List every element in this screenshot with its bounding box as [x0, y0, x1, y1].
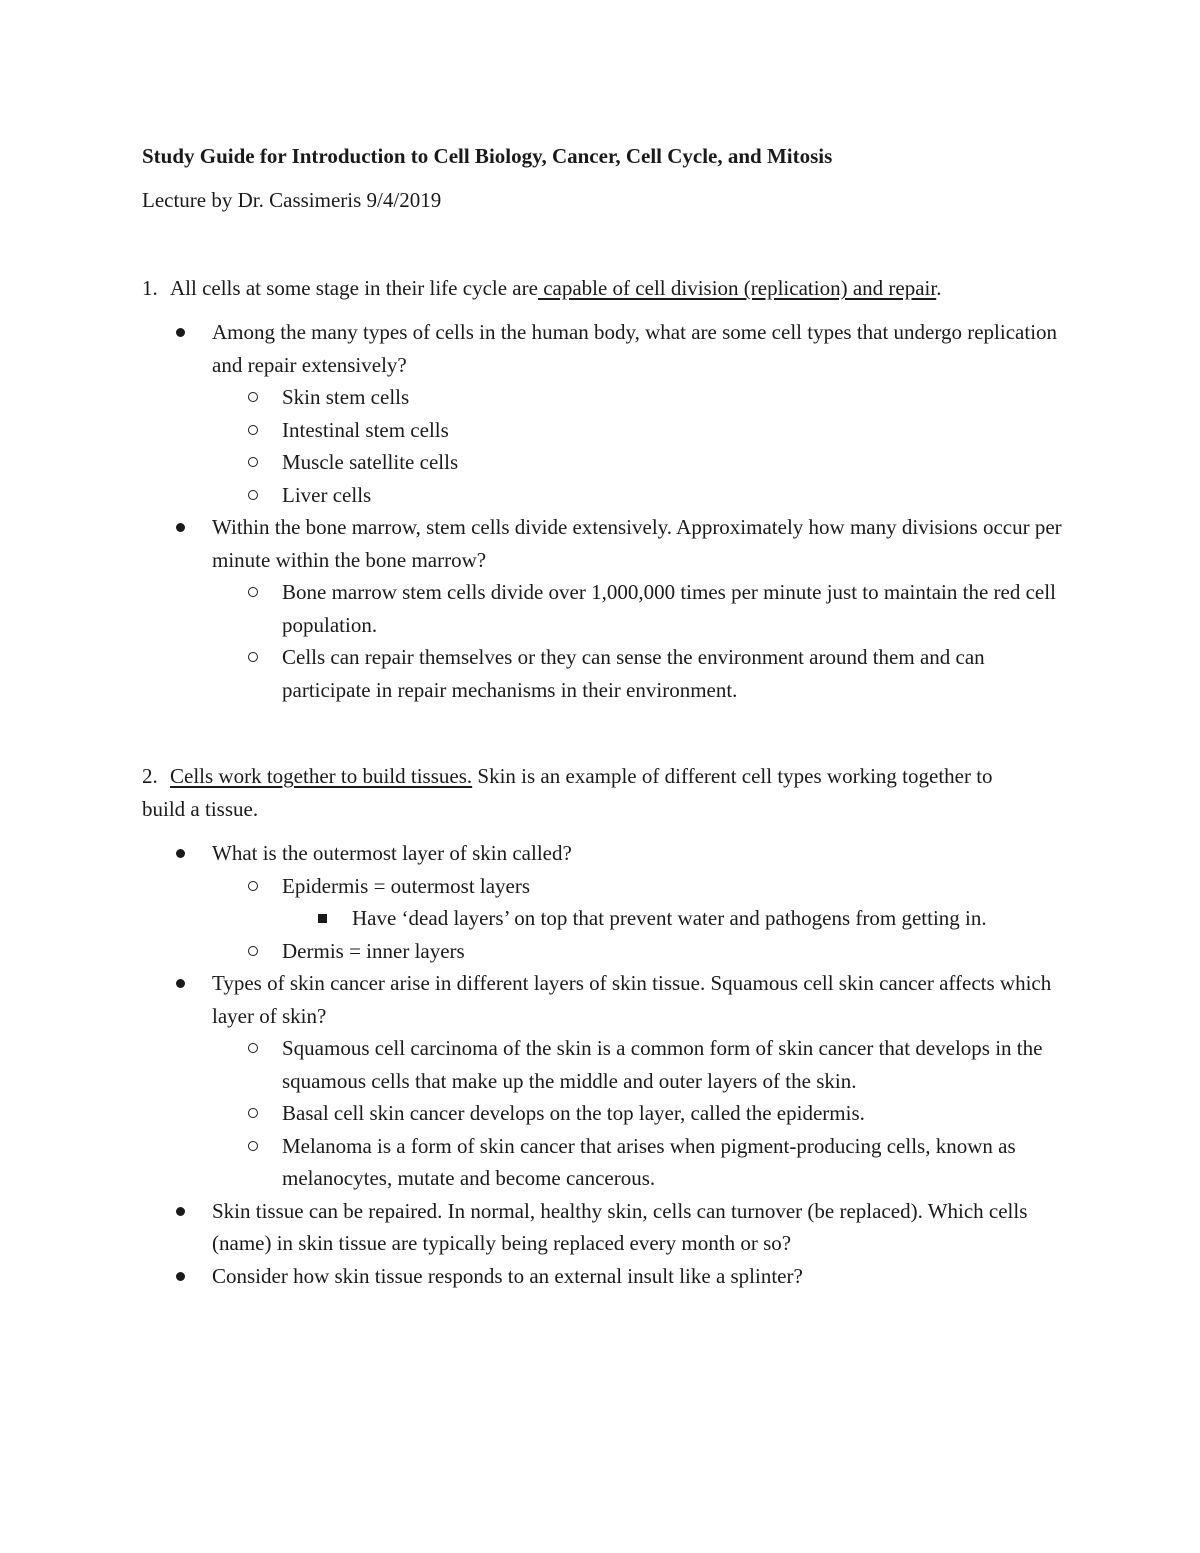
bullet-disc-icon: [176, 1272, 185, 1281]
section-2-underlined: Cells work together to build tissues.: [170, 764, 473, 788]
list-item-text: Skin stem cells: [282, 385, 410, 409]
section-1-tail: .: [936, 276, 942, 300]
list-item-text: Muscle satellite cells: [282, 450, 459, 474]
document-subtitle: Lecture by Dr. Cassimeris 9/4/2019: [142, 188, 442, 212]
list-item: [0, 381, 1062, 414]
document-title: Study Guide for Introduction to Cell Biology, Cancer, Cell Cycle, and Mitosis: [142, 144, 833, 168]
list-item: [0, 1130, 1062, 1195]
section-2-heading: [142, 760, 1022, 825]
list-item: [0, 479, 1062, 512]
section-1-list: [0, 316, 1200, 706]
bullet-circle-icon: [248, 392, 258, 402]
bullet-circle-icon: [248, 1141, 258, 1151]
bullet-square-icon: [318, 914, 327, 923]
bullet-disc-icon: [176, 523, 185, 532]
list-item-text: Basal cell skin cancer develops on the top layer, called the epidermis.: [282, 1101, 865, 1125]
list-item: [0, 935, 1062, 968]
section-2-tail: Skin is an example of different cell types working together to build a tissue.: [142, 764, 993, 821]
list-item: [0, 316, 1062, 381]
list-item: [0, 414, 1062, 447]
list-item: [0, 1260, 1062, 1293]
bullet-circle-icon: [248, 587, 258, 597]
section-2-number: 2.: [142, 764, 158, 788]
list-item: [0, 1195, 1062, 1260]
list-item-text: What is the outermost layer of skin called?: [212, 841, 572, 865]
bullet-circle-icon: [248, 1043, 258, 1053]
list-item-text: Among the many types of cells in the human body, what are some cell types that undergo replication and repair extensively?: [212, 320, 1058, 377]
bullet-circle-icon: [248, 946, 258, 956]
bullet-circle-icon: [248, 1108, 258, 1118]
list-item: [0, 446, 1062, 479]
bullet-disc-icon: [176, 328, 185, 337]
section-2-list: [0, 837, 1200, 1292]
bullet-circle-icon: [248, 490, 258, 500]
bullet-circle-icon: [248, 881, 258, 891]
section-1-underlined: capable of cell division (replication) and repair: [537, 276, 937, 300]
list-item: [0, 967, 1062, 1032]
list-item-text: Liver cells: [282, 482, 372, 507]
bullet-circle-icon: [248, 425, 258, 435]
list-item: [0, 511, 1062, 576]
list-item: [0, 1032, 1062, 1097]
section-1-heading: [142, 272, 1042, 305]
list-item-text: Melanoma is a form of skin cancer that arises when pigment-producing cells, known as melanocytes, mutate and become cancerous.: [282, 1133, 1016, 1190]
list-item-text: Have ‘dead layers’ on top that prevent water and pathogens from getting in.: [352, 906, 987, 930]
list-item: [0, 902, 1052, 935]
bullet-circle-icon: [248, 457, 258, 467]
list-item-text: Dermis = inner layers: [282, 938, 465, 963]
list-item: [0, 1097, 1062, 1130]
list-item-text: Bone marrow stem cells divide over 1,000,000 times per minute just to maintain the red cell population.: [282, 580, 1056, 637]
list-item-text: Within the bone marrow, stem cells divide extensively. Approximately how many divisions occur per minute within the bone marrow?: [212, 515, 1062, 572]
bullet-disc-icon: [176, 849, 185, 858]
list-item-text: Epidermis = outermost layers: [282, 873, 531, 898]
list-item-text: Skin tissue can be repaired. In normal, healthy skin, cells can turnover (be replaced). Which cells (name) in skin tissue are typically being replaced every month or so?: [212, 1198, 1028, 1255]
bullet-disc-icon: [176, 1207, 185, 1216]
bullet-disc-icon: [176, 979, 185, 988]
section-1-lead: All cells at some stage in their life cycle are: [170, 276, 538, 300]
list-item: [0, 641, 1062, 706]
list-item-text: Consider how skin tissue responds to an external insult like a splinter?: [212, 1263, 803, 1288]
list-item-text: Squamous cell carcinoma of the skin is a common form of skin cancer that develops in the squamous cells that make up the middle and outer layers of the skin.: [282, 1036, 1043, 1093]
list-item: [0, 837, 1062, 870]
list-item-text: Cells can repair themselves or they can sense the environment around them and can participate in repair mechanisms in their environment.: [282, 645, 985, 702]
list-item-text: Intestinal stem cells: [282, 417, 449, 442]
section-1-number: 1.: [142, 276, 158, 300]
bullet-circle-icon: [248, 652, 258, 662]
list-item: [0, 576, 1062, 641]
list-item-text: Types of skin cancer arise in different layers of skin tissue. Squamous cell skin cancer affects which layer of skin?: [212, 971, 1052, 1028]
list-item: [0, 870, 1062, 903]
